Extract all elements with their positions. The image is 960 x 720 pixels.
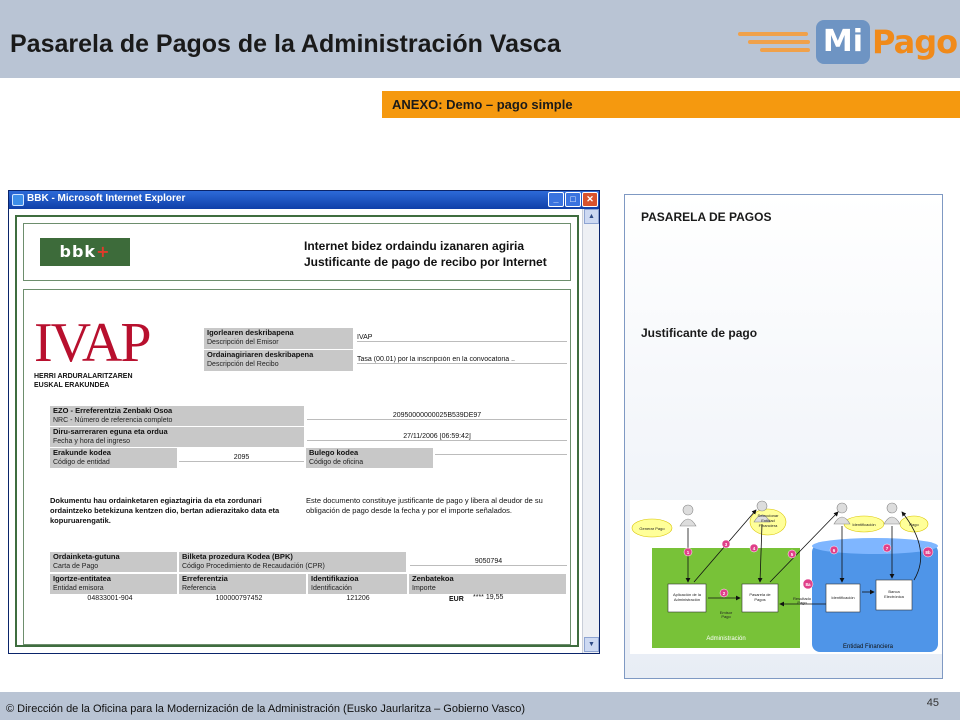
step-5: 5 <box>790 552 794 557</box>
label-entidad: Erakunde kodea Código de entidad <box>50 448 178 468</box>
step-1: 1 <box>686 550 690 555</box>
label-emisor: Igorlearen deskribapena Descripción del Emisor <box>204 328 354 349</box>
note-es: Este documento constituye justificante de pago y libera al deudor de su obligación de pago desde la fecha y por el importe señalados. <box>306 496 543 515</box>
logo-pago: Pago <box>872 23 958 61</box>
zone-administracion-label: Administración <box>706 636 746 642</box>
annex-bar <box>382 91 960 118</box>
callout-pago-label: Pago <box>909 522 919 527</box>
box-aplicacion-line2: Administración <box>673 597 701 602</box>
callout-generar-pago-label: Generar Pago <box>639 526 665 531</box>
box-aplicacion-line1: Aplicación de la <box>672 592 702 597</box>
emisor-pago-line2: Pago <box>721 614 731 619</box>
close-button[interactable]: ✕ <box>582 192 598 207</box>
value-emisor: IVAP <box>357 334 567 342</box>
box-identificacion-label: Identificación <box>831 595 855 600</box>
slide-header <box>0 0 960 78</box>
scroll-up-icon[interactable]: ▲ <box>584 209 599 224</box>
bbk-logo-mark: + <box>96 242 111 261</box>
value-identificacion: 121206 <box>346 595 370 602</box>
receipt-title-es: Justificante de pago de recibo por Internet <box>304 255 547 269</box>
receipt-body <box>23 289 571 645</box>
value-referencia: 100000797452 <box>215 595 263 602</box>
receipt-title-eu: Internet bidez ordaindu izanaren agiria <box>304 239 525 253</box>
vertical-scrollbar[interactable] <box>582 209 599 653</box>
browser-title: BBK - Microsoft Internet Explorer <box>27 193 186 204</box>
browser-titlebar <box>9 191 599 209</box>
label-referencia: Erreferentzia Referencia <box>179 574 307 594</box>
payment-flow-diagram <box>630 500 942 654</box>
ie-app-icon <box>12 194 24 206</box>
page-number: 45 <box>926 697 939 709</box>
label-importe: Zenbatekoa Importe <box>409 574 567 594</box>
value-recibo: Tasa (00.01) por la inscripción en la convocatoria .. <box>357 356 567 364</box>
bbk-logo-text: bbk <box>59 242 97 261</box>
resultado-pago-line1: Resultado <box>792 596 812 601</box>
ivap-logo-line1: HERRI ARDURALARITZAREN <box>34 373 133 380</box>
ivap-logo <box>34 314 164 390</box>
value-oficina <box>435 454 567 455</box>
callout-seleccionar-line1: Seleccionar <box>757 513 779 518</box>
receipt-document <box>15 215 579 647</box>
panel-subtitle: Justificante de pago <box>641 326 758 340</box>
box-banca-line1: Banca <box>888 589 900 594</box>
step-8b: 8b <box>925 550 931 555</box>
callout-identificacion-label: Identificación <box>852 522 876 527</box>
label-fecha: Diru-sarreraren eguna eta ordua Fecha y hora del ingreso <box>50 427 305 447</box>
minimize-button[interactable]: _ <box>548 192 564 207</box>
receipt-header <box>23 223 571 281</box>
value-fecha: 27/11/2006 [06:59:42] <box>307 433 567 441</box>
resultado-pago-line2: Pago <box>797 600 807 605</box>
zone-entidad-label: Entidad Financiera <box>842 644 894 650</box>
bbk-logo <box>40 238 130 266</box>
label-cpr: Bilketa prozedura Kodea (BPK) Código Procedimiento de Recaudación (CPR) <box>179 552 407 572</box>
emisor-pago-line1: Emisor <box>719 610 733 615</box>
step-4: 4 <box>752 546 756 551</box>
browser-window <box>8 190 600 654</box>
label-identificacion: Identifikazioa Identificación <box>308 574 408 594</box>
step-3: 3 <box>724 542 728 547</box>
value-importe: **** 19,55 <box>473 594 504 601</box>
footer-copyright: © Dirección de la Oficina para la Modernización de la Administración (Eusko Jaurlaritza – Gobierno Vasco) <box>6 703 526 715</box>
callout-seleccionar-line3: Financiera <box>758 523 778 528</box>
step-8a: 8a <box>805 582 811 587</box>
value-cpr: 9050794 <box>410 558 567 566</box>
label-nrc: EZO - Erreferentzia Zenbaki Osoa NRC - Número de referencia completo <box>50 406 305 426</box>
box-pasarela-line2: Pagos <box>754 597 766 602</box>
slide-title: Pasarela de Pagos de la Administración Vasca <box>10 30 561 58</box>
label-emisora: Igortze-entitatea Entidad emisora <box>50 574 178 594</box>
step-7: 7 <box>885 546 889 551</box>
annex-label: ANEXO: Demo – pago simple <box>392 97 573 112</box>
ivap-logo-text: IVAP <box>34 312 150 374</box>
note-eu: Dokumentu hau ordainketaren egiaztagiria da eta zordunari ordaintzeko betekizuna kentzen dio, bertan adierazitako data eta kopuruarengatik. <box>50 496 280 525</box>
slide-footer <box>0 692 960 720</box>
maximize-button[interactable]: □ <box>565 192 581 207</box>
box-pasarela-line1: Pasarela de <box>749 592 771 597</box>
value-nrc: 20950000000025B539DE97 <box>307 412 567 420</box>
box-banca-line2: Electrónica <box>884 594 904 599</box>
value-importe-currency: EUR <box>449 596 464 603</box>
step-2: 2 <box>722 591 726 596</box>
mipago-logo <box>738 18 958 68</box>
callout-seleccionar-line2: Entidad <box>761 518 775 523</box>
value-emisora: 04833001-904 <box>87 595 133 602</box>
panel-title: PASARELA DE PAGOS <box>641 210 772 224</box>
step-6: 6 <box>832 548 836 553</box>
scroll-down-icon[interactable]: ▼ <box>584 637 599 652</box>
label-carta: Ordainketa-gutuna Carta de Pago <box>50 552 178 572</box>
label-oficina: Bulego kodea Código de oficina <box>306 448 434 468</box>
label-recibo: Ordainagiriaren deskribapena Descripción del Recibo <box>204 350 354 371</box>
logo-mi: Mi <box>816 20 870 64</box>
ivap-logo-line2: EUSKAL ERAKUNDEA <box>34 382 110 389</box>
value-entidad: 2095 <box>179 454 304 462</box>
